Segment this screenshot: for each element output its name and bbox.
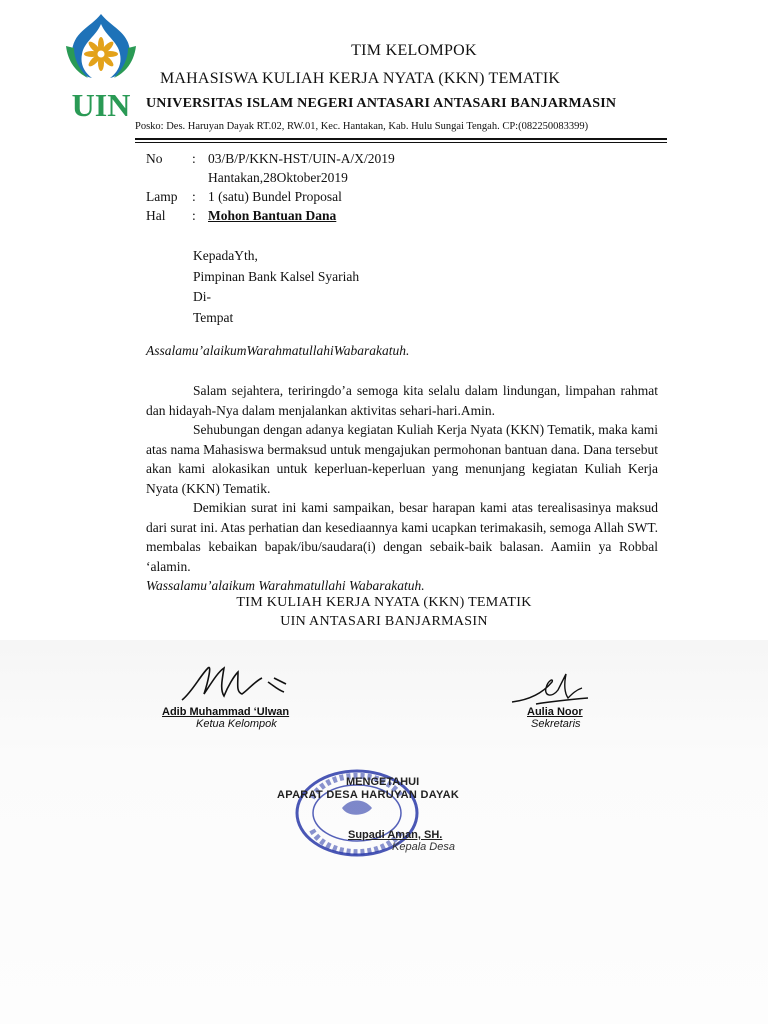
meta-no-value: 03/B/P/KKN-HST/UIN-A/X/2019 <box>208 151 395 166</box>
meta-colon: : <box>192 189 196 204</box>
meta-lamp-value: 1 (satu) Bundel Proposal <box>208 189 342 204</box>
approval-heading: MENGETAHUI <box>346 776 420 788</box>
meta-colon: : <box>192 151 196 166</box>
letterhead-title: TIM KELOMPOK <box>351 42 477 59</box>
body-paragraph-3: Demikian surat ini kami sampaikan, besar harapan kami atas terealisasinya maksud dari surat ini. Atas perhatian dan kesediaannya kami ucapkan terimakasih, semoga Allah SWT. membalas kebaikan bapak/ibu/saudara(i) dengan sebaik-baik balasan. Aamiin ya Robbal ‘alamin. <box>146 500 658 574</box>
meta-lamp-label: Lamp <box>146 189 178 204</box>
approval-name: Supadi Aman, SH. <box>348 829 443 841</box>
recipient-place: Tempat <box>193 309 234 325</box>
recipient-salutation: KepadaYth, <box>193 248 258 263</box>
approval-institution: APARAT DESA HARUYAN DAYAK <box>277 789 460 801</box>
body-paragraph-1: Salam sejahtera, teriringdo’a semoga kita selalu dalam lindungan, limpahan rahmat dan hidayah-Nya dalam menjalankan aktivitas sehari-hari.Amin. <box>146 383 658 418</box>
meta-hal-value: Mohon Bantuan Dana <box>208 208 337 223</box>
closing-greeting: Wassalamu’alaikum Warahmatullahi Wabarakatuh. <box>146 578 425 593</box>
recipient-di: Di- <box>193 289 211 304</box>
greeting: Assalamu’alaikumWarahmatullahiWabarakatuh. <box>146 343 410 358</box>
meta-hal-label: Hal <box>146 208 166 223</box>
meta-place-date: Hantakan,28Oktober2019 <box>208 170 348 185</box>
uin-logo <box>62 10 140 120</box>
letter-meta <box>146 151 546 231</box>
letter-body <box>146 381 658 596</box>
letterhead-subtitle: MAHASISWA KULIAH KERJA NYATA (KKN) TEMATIK <box>160 70 561 87</box>
signature-left-role: Ketua Kelompok <box>196 718 277 730</box>
recipient-name: Pimpinan Bank Kalsel Syariah <box>193 268 360 284</box>
signature-right-name: Aulia Noor <box>527 706 583 718</box>
logo-text: UIN <box>71 87 131 120</box>
approval-role: Kepala Desa <box>392 841 455 853</box>
letterhead-rule <box>135 138 667 140</box>
recipient-block <box>193 246 359 328</box>
meta-colon: : <box>192 208 196 223</box>
signature-left-name: Adib Muhammad ‘Ulwan <box>162 706 290 718</box>
meta-no-label: No <box>146 151 163 166</box>
signature-right <box>508 670 598 708</box>
signature-left <box>178 662 308 706</box>
closing-university: UIN ANTASARI BANJARMASIN <box>280 614 488 629</box>
letterhead-rule-thin <box>135 142 667 143</box>
letterhead-university: UNIVERSITAS ISLAM NEGERI ANTASARI ANTASARI BANJARMASIN <box>146 96 617 111</box>
body-paragraph-2: Sehubungan dengan adanya kegiatan Kuliah Kerja Nyata (KKN) Tematik, maka kami atas nama Mahasiswa bermaksud untuk mengajukan permohonan bantuan dana. Dana tersebut akan kami alokasikan untuk keperluan-keperluan yang menunjang kegiatan Kuliah Kerja Nyata (KKN) Tematik. <box>146 422 658 496</box>
letterhead-address: Posko: Des. Haruyan Dayak RT.02, RW.01, Kec. Hantakan, Kab. Hulu Sungai Tengah. CP:(082250083399) <box>135 121 589 132</box>
closing-team: TIM KULIAH KERJA NYATA (KKN) TEMATIK <box>236 595 532 610</box>
signature-right-role: Sekretaris <box>531 718 581 730</box>
